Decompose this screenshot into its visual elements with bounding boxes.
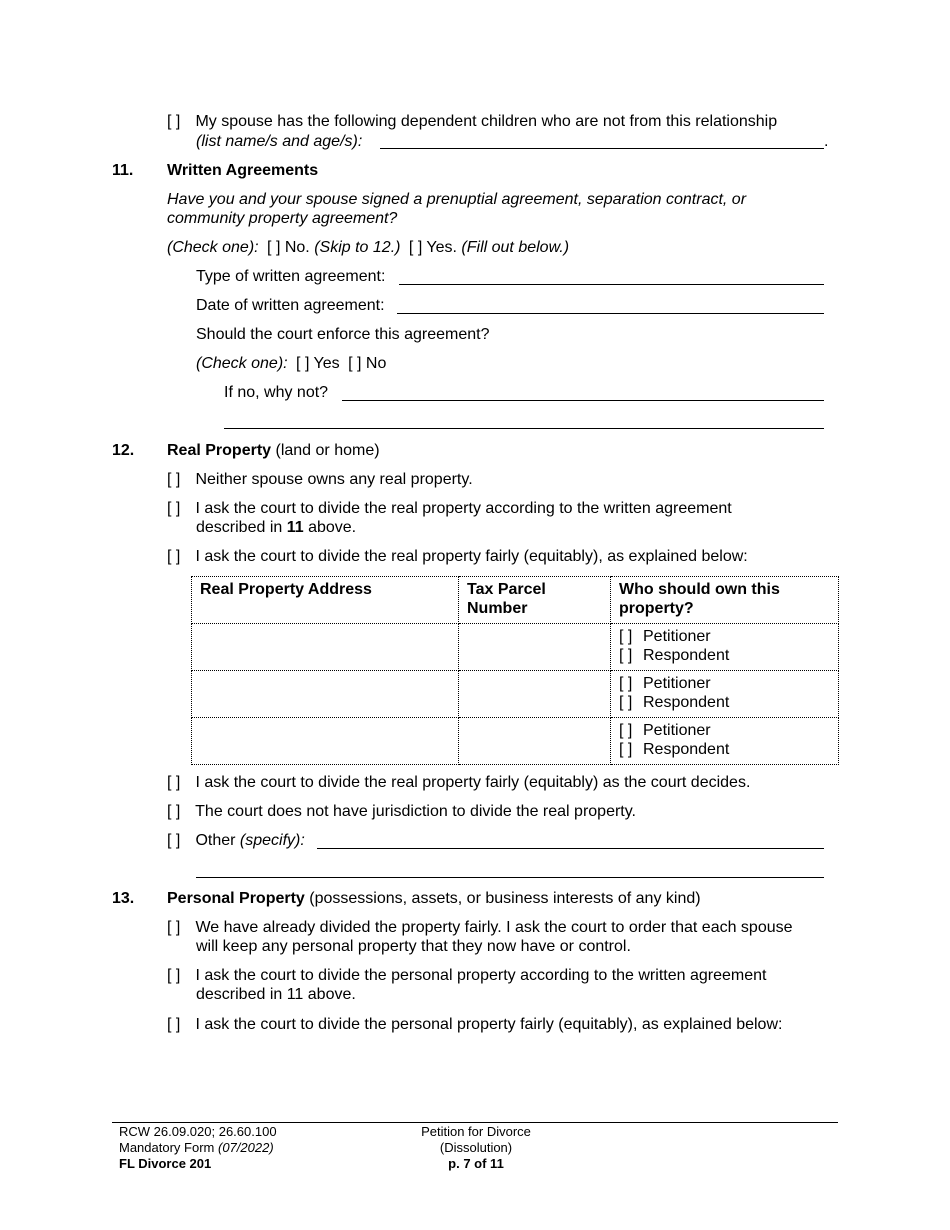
- s13-option-2-l2: described in 11 above.: [196, 986, 356, 1003]
- specify-note: (specify):: [239, 832, 305, 849]
- spouse-children-item: [167, 112, 777, 131]
- table-row: [192, 624, 839, 671]
- option-text: We have already divided the property fairly. I ask the court to order that each spouse: [195, 919, 793, 936]
- header-parcel: Tax Parcel Number: [459, 577, 611, 624]
- why-not-field-line2[interactable]: [224, 428, 824, 429]
- s12-option-3: [167, 547, 748, 566]
- spouse-children-sub: (list name/s and age/s):: [196, 133, 363, 150]
- address-cell[interactable]: [192, 624, 459, 671]
- checkbox[interactable]: [ ]: [167, 967, 181, 984]
- option-text: Other: [195, 832, 236, 849]
- respondent-option[interactable]: [619, 693, 830, 712]
- why-not-field[interactable]: [342, 400, 824, 401]
- footer-divider: [112, 1122, 838, 1123]
- checkbox[interactable]: [ ]: [167, 1016, 181, 1033]
- section-12-heading: [167, 441, 380, 460]
- checkbox[interactable]: [ ]: [167, 113, 181, 130]
- petitioner-option[interactable]: [619, 627, 830, 646]
- type-field[interactable]: [399, 284, 824, 285]
- s13-option-1-l2: will keep any personal property that they now have or control.: [196, 938, 631, 955]
- respondent-option[interactable]: [619, 740, 830, 759]
- section-13-number: 13.: [112, 890, 135, 907]
- section-13-heading: [167, 889, 701, 908]
- s11-question-l2: community property agreement?: [167, 210, 398, 227]
- table-row: [192, 718, 839, 765]
- header-address: Real Property Address: [192, 577, 459, 624]
- check-one-label: (Check one):: [167, 239, 259, 256]
- checkbox[interactable]: [ ]: [167, 832, 181, 849]
- option-text: The court does not have jurisdiction to divide the real property.: [195, 803, 636, 820]
- option-text: described in: [196, 519, 287, 536]
- checkbox[interactable]: [ ]: [167, 548, 181, 565]
- checkbox[interactable]: [ ]: [619, 675, 633, 692]
- s12-option-5: [167, 802, 636, 821]
- checkbox[interactable]: [ ]: [167, 803, 181, 820]
- parcel-cell[interactable]: [459, 624, 611, 671]
- address-cell[interactable]: [192, 671, 459, 718]
- s12-option-4: [167, 773, 750, 792]
- enforce-yes-label: Yes: [313, 355, 340, 372]
- checkbox[interactable]: [ ]: [167, 500, 181, 517]
- s12-option-2: [167, 499, 732, 518]
- footer-rcw: RCW 26.09.020; 26.60.100: [119, 1124, 277, 1139]
- table-header-row: [192, 577, 839, 624]
- address-cell[interactable]: [192, 718, 459, 765]
- checkbox[interactable]: [ ]: [619, 647, 633, 664]
- yes-label: Yes.: [426, 239, 457, 256]
- spouse-children-text: My spouse has the following dependent children who are not from this relationship: [195, 113, 778, 130]
- other-field[interactable]: [317, 848, 824, 849]
- petitioner-option[interactable]: [619, 721, 830, 740]
- section-12-title: Real Property: [167, 442, 272, 459]
- spouse-children-field[interactable]: [380, 148, 824, 149]
- owner-cell: [611, 718, 839, 765]
- enforce-no-label: No: [365, 355, 387, 372]
- s11-check-one-row: [167, 238, 569, 257]
- enforce-question: Should the court enforce this agreement?: [196, 326, 490, 343]
- option-text: Neither spouse owns any real property.: [195, 471, 473, 488]
- option-text: I ask the court to divide the real property according to the written agreement: [195, 500, 732, 517]
- period: .: [824, 133, 829, 150]
- table-row: [192, 671, 839, 718]
- checkbox[interactable]: [ ]: [619, 741, 633, 758]
- s12-option-2-l2: [196, 518, 356, 537]
- real-property-table: [191, 576, 839, 765]
- option-text: I ask the court to divide the real property fairly (equitably), as explained below:: [195, 548, 748, 565]
- parcel-cell[interactable]: [459, 671, 611, 718]
- checkbox[interactable]: [ ]: [619, 628, 633, 645]
- petitioner-option[interactable]: [619, 674, 830, 693]
- option-text: I ask the court to divide the personal property according to the written agreement: [195, 967, 767, 984]
- section-11-title: Written Agreements: [167, 162, 319, 179]
- enforce-check-row: [196, 354, 386, 373]
- footer-page: p. 7 of 11: [448, 1156, 504, 1171]
- option-text: above.: [303, 519, 357, 536]
- option-label: Respondent: [643, 647, 730, 664]
- checkbox-no[interactable]: [ ]: [267, 239, 281, 256]
- section-12-number: 12.: [112, 442, 135, 459]
- checkbox-yes[interactable]: [ ]: [408, 239, 423, 256]
- option-label: Petitioner: [643, 628, 711, 645]
- mandatory-date: (07/2022): [218, 1140, 274, 1155]
- checkbox-enforce-no[interactable]: [ ]: [348, 355, 362, 372]
- footer-form-id: FL Divorce 201: [119, 1156, 212, 1171]
- owner-cell: [611, 671, 839, 718]
- mandatory-label: Mandatory Form: [119, 1140, 215, 1155]
- other-field-line2[interactable]: [196, 877, 824, 878]
- s12-option-6: [167, 831, 305, 850]
- option-text: I ask the court to divide the personal property fairly (equitably), as explained below:: [195, 1016, 783, 1033]
- s12-option-1: [167, 470, 473, 489]
- footer-center: [396, 1124, 556, 1172]
- no-label: No.: [284, 239, 310, 256]
- footer-title-l2: (Dissolution): [439, 1140, 513, 1155]
- date-label: Date of written agreement:: [196, 297, 385, 314]
- owner-cell: [611, 624, 839, 671]
- s13-option-3: [167, 1015, 782, 1034]
- section-13-title: Personal Property: [167, 890, 305, 907]
- option-label: Respondent: [643, 741, 730, 758]
- why-not-label: If no, why not?: [224, 384, 329, 401]
- s13-option-2: [167, 966, 766, 985]
- checkbox[interactable]: [ ]: [619, 694, 633, 711]
- checkbox[interactable]: [ ]: [167, 471, 181, 488]
- fill-note: (Fill out below.): [461, 239, 570, 256]
- date-field[interactable]: [397, 313, 824, 314]
- check-one-label: (Check one):: [196, 355, 288, 372]
- respondent-option[interactable]: [619, 646, 830, 665]
- checkbox[interactable]: [ ]: [167, 919, 181, 936]
- footer-left: [119, 1124, 277, 1172]
- parcel-cell[interactable]: [459, 718, 611, 765]
- option-label: Petitioner: [643, 675, 711, 692]
- checkbox[interactable]: [ ]: [167, 774, 181, 791]
- type-label: Type of written agreement:: [196, 268, 386, 285]
- checkbox[interactable]: [ ]: [619, 722, 633, 739]
- header-owner: Who should own this property?: [611, 577, 839, 624]
- section-ref: 11: [286, 519, 304, 536]
- s11-question-l1: Have you and your spouse signed a prenuptial agreement, separation contract, or: [167, 191, 747, 208]
- footer-mandatory: [119, 1140, 277, 1156]
- skip-note: (Skip to 12.): [314, 239, 401, 256]
- option-text: I ask the court to divide the real property fairly (equitably) as the court decides.: [195, 774, 751, 791]
- checkbox-enforce-yes[interactable]: [ ]: [296, 355, 310, 372]
- section-12-note: (land or home): [275, 442, 380, 459]
- s13-option-1: [167, 918, 793, 937]
- section-11-number: 11.: [112, 162, 134, 179]
- option-label: Petitioner: [643, 722, 711, 739]
- option-label: Respondent: [643, 694, 730, 711]
- footer-title-l1: Petition for Divorce: [421, 1124, 531, 1139]
- section-13-note: (possessions, assets, or business interests of any kind): [309, 890, 701, 907]
